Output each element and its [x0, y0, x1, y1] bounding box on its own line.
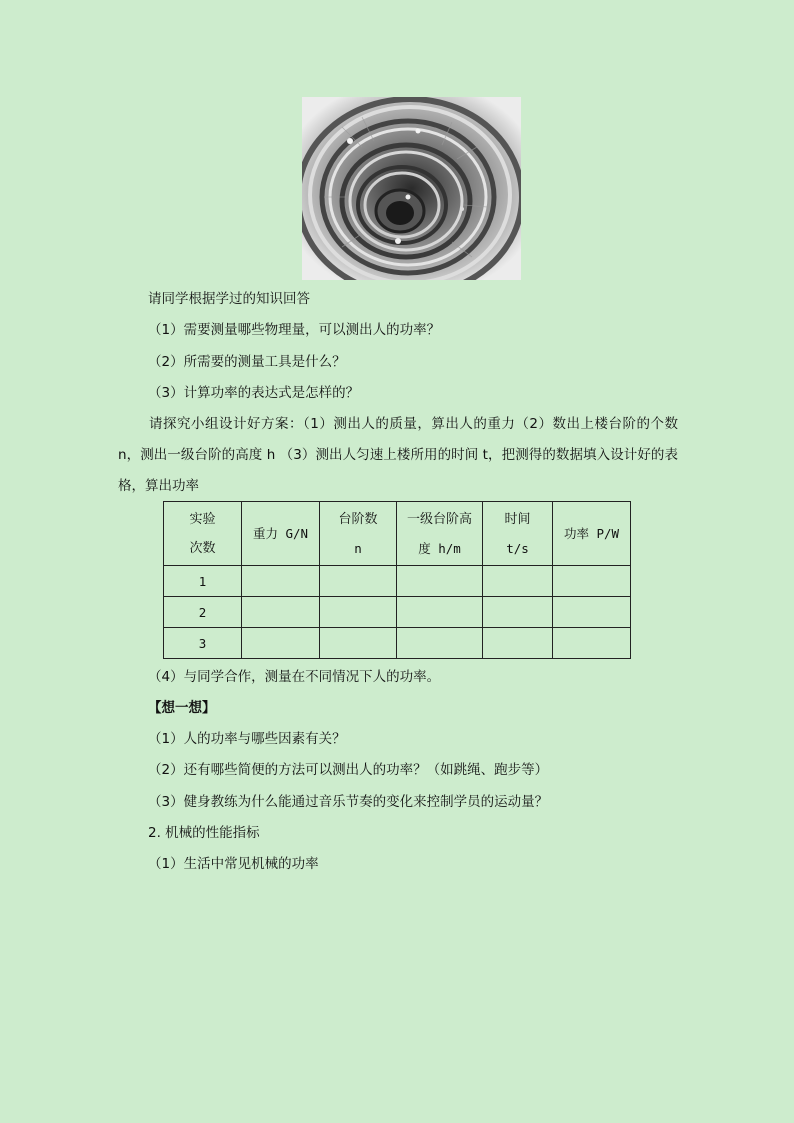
table-cell — [553, 597, 631, 628]
question-3: （3）计算功率的表达式是怎样的？ — [148, 385, 360, 401]
table-cell — [553, 566, 631, 597]
think-heading: 【想一想】 — [148, 700, 216, 716]
think-question-3: （3）健身教练为什么能通过音乐节奏的变化来控制学员的运动量？ — [148, 794, 549, 810]
header-weight-line1: 重力 G/N — [252, 526, 309, 541]
table-cell — [242, 597, 320, 628]
header-trial-line2: 次数 — [189, 540, 216, 556]
table-row — [164, 566, 631, 597]
spiral-staircase-illustration — [302, 97, 521, 280]
question-2: （2）所需要的测量工具是什么？ — [148, 354, 346, 370]
row-number: 1 — [164, 566, 242, 597]
table-cell — [553, 628, 631, 659]
header-step-height — [397, 502, 483, 566]
section-2-item-1: （1）生活中常见机械的功率 — [148, 856, 319, 872]
table-row — [164, 628, 631, 659]
header-step-height-line1: 一级台阶高 — [406, 511, 472, 527]
spiral-staircase-photo — [302, 97, 521, 280]
table-cell — [483, 628, 553, 659]
header-steps-line1: 台阶数 — [338, 511, 378, 527]
plan-paragraph: 请探究小组设计好方案：（1）测出人的质量，算出人的重力（2）数出上楼台阶的个数 n，测出一级台阶的高度 h （3）测出人匀速上楼所用的时间 t，把测得的数据填入设计好的表格，算出功率 — [118, 416, 678, 494]
table-header-row — [164, 502, 631, 566]
table-cell — [320, 628, 397, 659]
think-question-1: （1）人的功率与哪些因素有关？ — [148, 731, 346, 747]
table-cell — [397, 566, 483, 597]
header-power — [553, 502, 631, 566]
header-time-line2: t/s — [506, 540, 529, 556]
table-cell — [242, 628, 320, 659]
header-steps-line2: n — [354, 540, 362, 556]
measurement-table — [163, 501, 631, 659]
table-cell — [320, 566, 397, 597]
table-cell — [320, 597, 397, 628]
header-time-line1: 时间 — [504, 511, 531, 527]
header-power-line1: 功率 P/W — [563, 526, 620, 541]
row-number: 3 — [164, 628, 242, 659]
header-trial-line1: 实验 — [189, 511, 216, 527]
question-1: （1）需要测量哪些物理量，可以测出人的功率？ — [148, 322, 441, 338]
table-cell — [397, 628, 483, 659]
section-2-heading: 2. 机械的性能指标 — [148, 825, 260, 841]
table-row — [164, 597, 631, 628]
table-cell — [397, 597, 483, 628]
header-time — [483, 502, 553, 566]
row-number: 2 — [164, 597, 242, 628]
table-cell — [242, 566, 320, 597]
table-cell — [483, 597, 553, 628]
header-trial — [164, 502, 242, 566]
intro-text: 请同学根据学过的知识回答 — [148, 291, 310, 307]
item-4: （4）与同学合作，测量在不同情况下人的功率。 — [148, 669, 441, 685]
header-steps — [320, 502, 397, 566]
think-question-2: （2）还有哪些简便的方法可以测出人的功率？（如跳绳、跑步等） — [148, 762, 549, 778]
table-cell — [483, 566, 553, 597]
header-step-height-line2: 度 h/m — [418, 540, 461, 556]
header-weight — [242, 502, 320, 566]
